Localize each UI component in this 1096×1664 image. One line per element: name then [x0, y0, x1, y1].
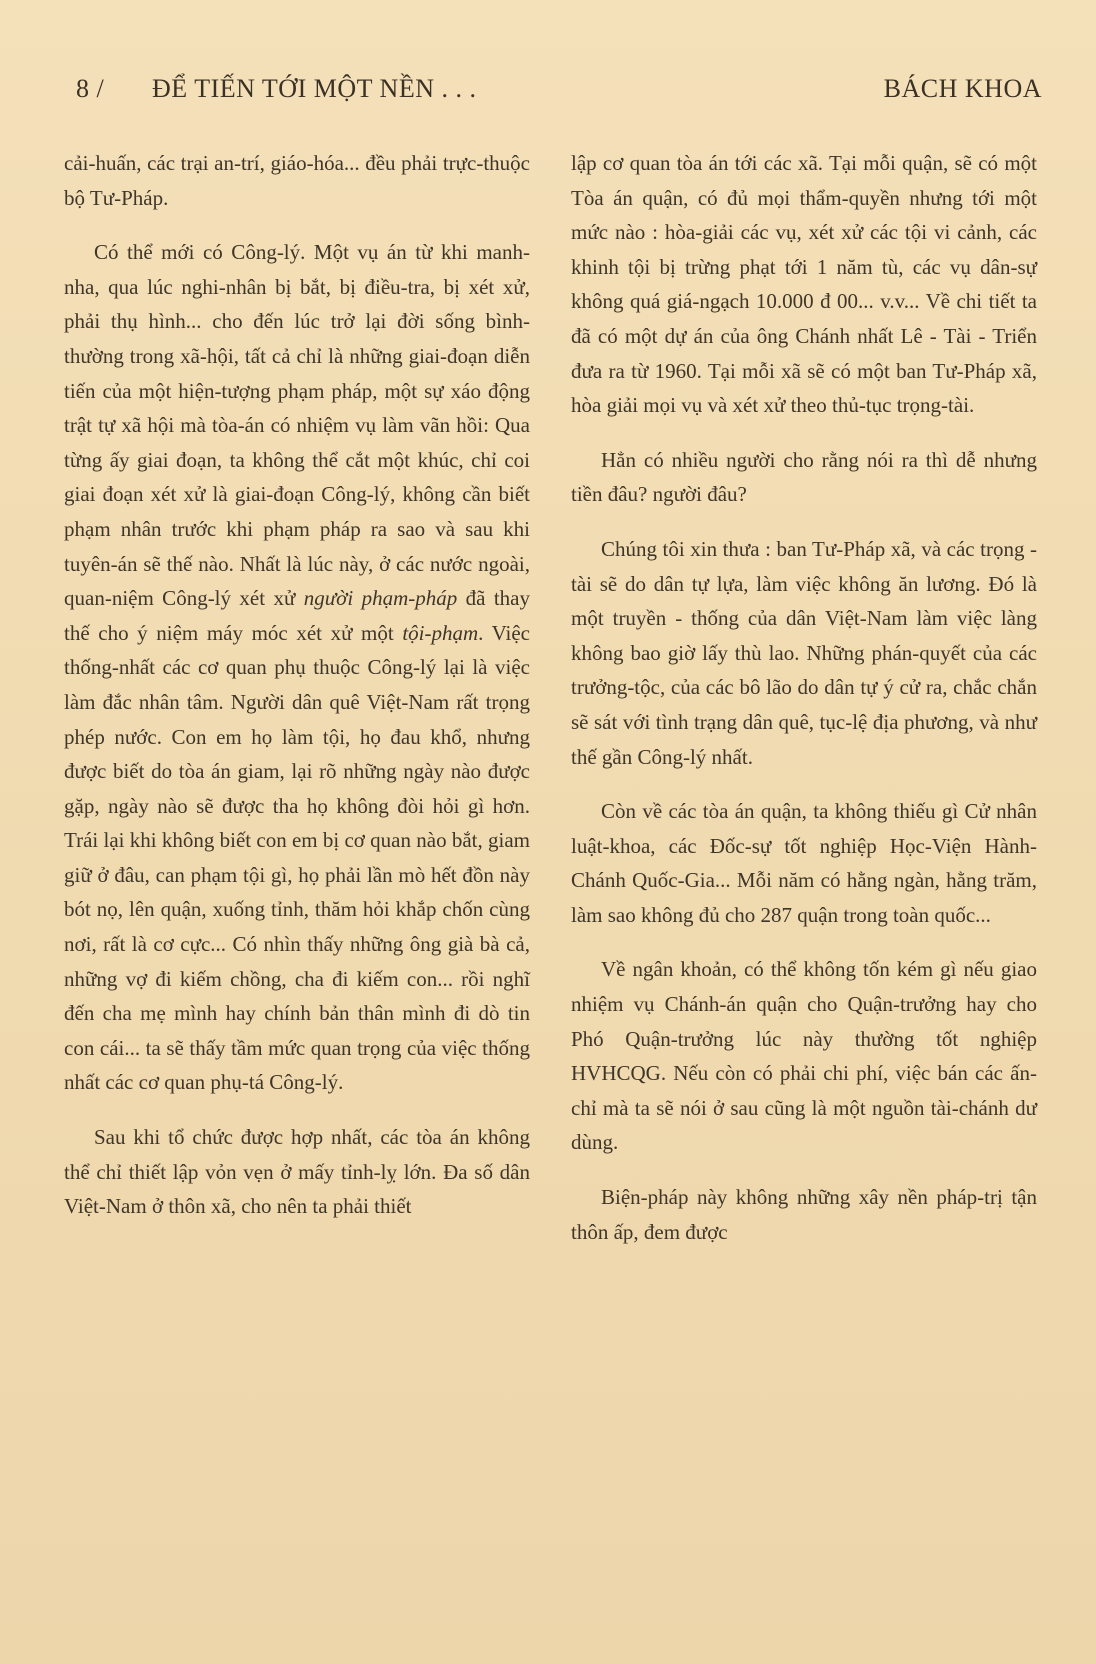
- running-title: ĐỂ TIẾN TỚI MỘT NỀN . . .: [152, 74, 477, 103]
- emphasis-text: tội-phạm: [402, 620, 479, 645]
- paragraph: Còn về các tòa án quận, ta không thiếu gì Cử nhân luật-khoa, các Đốc-sự tốt nghiệp Học-Viện Hành-Chánh Quốc-Gia... Mỗi năm có hằng ngàn, hằng trăm, làm sao không đủ cho 287 quận trong toàn quốc...: [571, 799, 1037, 927]
- page-header: [76, 74, 1042, 114]
- paragraph: lập cơ quan tòa án tới các xã. Tại mỗi quận, sẽ có một Tòa án quận, có đủ mọi thẩm-quyền nhưng tới một mức nào : hòa-giải các vụ, xét xử các tội vi cảnh, các khinh tội bị trừng phạt tới 1 năm tù, các vụ dân-sự không quá giá-ngạch 10.000 đ 00... v.v... Về chi tiết ta đã có một dự án của ông Chánh nhất Lê - Tài - Triển đưa ra từ 1960. Tại mỗi xã sẽ có một ban Tư-Pháp xã, hòa giải mọi vụ và xét xử theo thủ-tục trọng-tài.: [571, 151, 1037, 418]
- journal-name: BÁCH KHOA: [883, 74, 1042, 103]
- paragraph: Hẳn có nhiều người cho rằng nói ra thì dễ nhưng tiền đâu? người đâu?: [571, 447, 1037, 507]
- paragraph: cải-huấn, các trại an-trí, giáo-hóa... đều phải trực-thuộc bộ Tư-Pháp.: [64, 151, 530, 210]
- left-column: [64, 146, 530, 1244]
- emphasis-text: người phạm-pháp: [303, 586, 458, 611]
- paragraph: Biện-pháp này không những xây nền pháp-trị tận thôn ấp, đem được: [571, 1185, 1037, 1244]
- paragraph: Sau khi tổ chức được hợp nhất, các tòa án không thể chỉ thiết lập vỏn vẹn ở mấy tỉnh-lỵ lớn. Đa số dân Việt-Nam ở thôn xã, cho nên ta phải thiết: [64, 1125, 530, 1219]
- paragraph-text: . Việc thống-nhất các cơ quan phụ thuộc Công-lý lại là việc làm đắc nhân tâm. Người dân quê Việt-Nam rất trọng phép nước. Con em họ làm tội, họ đau khổ, nhưng được biết do tòa án giam, lại rõ những ngày nào được gặp, ngày nào sẽ được tha họ không đòi hỏi gì hơn. Trái lại khi không biết con em bị cơ quan nào bắt, giam giữ ở đâu, can phạm tội gì, họ phải lần mò hết đồn này bót nọ, lên quận, xuống tỉnh, thăm hỏi khắp chốn cùng nơi, rất là cơ cực... Có nhìn thấy những ông già bà cả, những vợ đi kiếm chồng, cha đi kiếm con... rồi nghĩ đến cha mẹ mình hay chính bản thân mình đi dò tin con cái... ta sẽ thấy tầm mức quan trọng của việc thống nhất các cơ quan phụ-tá Công-lý.: [64, 620, 530, 1095]
- page-number: 8 /: [76, 74, 105, 103]
- paragraph-text: Có thể mới có Công-lý. Một vụ án từ khi manh-nha, qua lúc nghi-nhân bị bắt, bị điều-tra, bị xét xử, phải thụ hình... cho đến lúc trở lại đời sống bình-thường trong xã-hội, tất cả chỉ là những giai-đoạn diễn tiến của một hiện-tượng phạm pháp, một sự xáo động trật tự xã hội mà tòa-án có nhiệm vụ làm vãn hồi: Qua từng ấy giai đoạn, ta không thể cắt một khúc, chỉ coi giai đoạn xét xử là giai-đoạn Công-lý, không cần biết phạm nhân trước khi phạm pháp ra sao và sau khi tuyên-án sẽ thế nào. Nhất là lúc này, ở các nước ngoài, quan-niệm Công-lý xét xử: [64, 240, 530, 611]
- paragraph-text: đã thay thế cho ý niệm máy móc xét xử một: [64, 586, 530, 645]
- right-column: [571, 146, 1037, 1269]
- paragraph: Về ngân khoản, có thể không tốn kém gì nếu giao nhiệm vụ Chánh-án quận cho Quận-trưởng hay cho Phó Quận-trưởng lúc này thường tốt nghiệp HVHCQG. Nếu còn có phải chi phí, việc bán các ấn-chỉ mà ta sẽ nói ở sau cũng là một nguồn tài-chánh dư dùng.: [571, 957, 1037, 1155]
- paragraph: Chúng tôi xin thưa : ban Tư-Pháp xã, và các trọng - tài sẽ do dân tự lựa, làm việc không ăn lương. Đó là một truyền - thống của dân Việt-Nam làm việc làng không bao giờ lấy thù lao. Những phán-quyết của các trưởng-tộc, của các bô lão do dân tự ý cử ra, chắc chắn sẽ sát với tình trạng dân quê, tục-lệ địa phương, và như thế gần Công-lý nhất.: [571, 536, 1037, 769]
- paragraph: [64, 235, 530, 1100]
